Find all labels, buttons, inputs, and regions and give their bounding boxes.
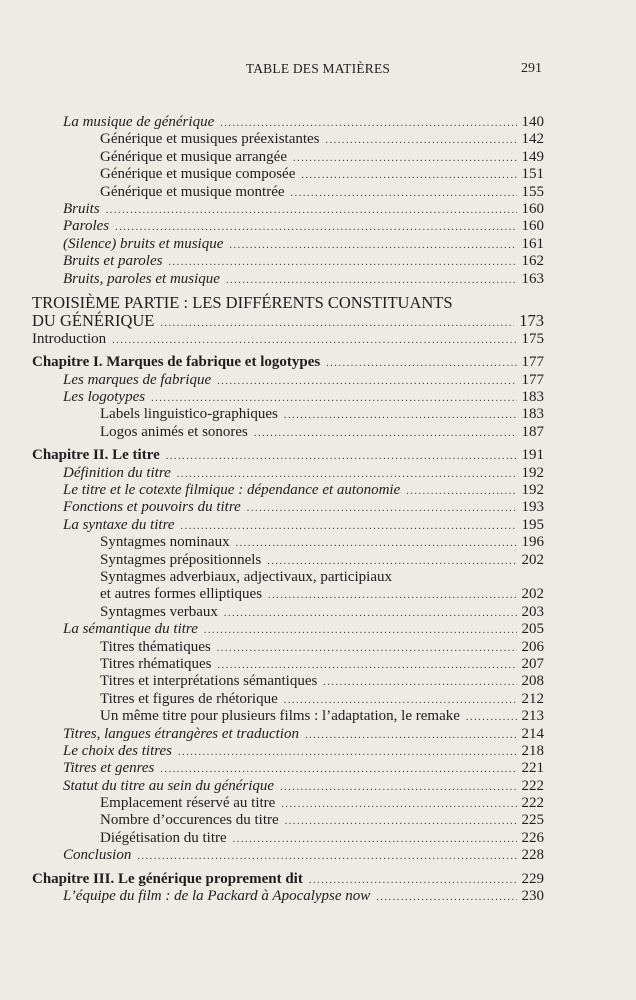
toc-entry <box>32 312 544 331</box>
dot-leader <box>305 727 517 744</box>
toc-entry-page: 207 <box>521 655 544 672</box>
toc-entry <box>32 465 544 482</box>
toc-entry-title: Définition du titre <box>63 464 171 481</box>
toc-entry-page: 177 <box>521 371 544 388</box>
toc-entry-title: Diégétisation du titre <box>100 829 227 846</box>
toc-entry <box>32 552 544 569</box>
toc-entry-title: Générique et musique arrangée <box>100 148 287 165</box>
toc-entry-title: La musique de générique <box>63 114 215 130</box>
toc-entry <box>32 406 544 423</box>
dot-leader <box>326 355 516 372</box>
dot-leader <box>178 744 516 761</box>
dot-leader <box>112 332 516 349</box>
toc-entry <box>32 691 544 708</box>
toc-entry-page: 195 <box>521 516 544 533</box>
toc-entry <box>32 760 544 777</box>
dot-leader <box>326 132 517 149</box>
dot-leader <box>284 692 517 709</box>
toc-entry-title: L’équipe du film : de la Packard à Apocalypse now <box>63 888 371 905</box>
page-header <box>0 61 636 81</box>
toc-entry-page: 175 <box>521 330 544 347</box>
toc-entry-title: Chapitre II. Le titre <box>32 447 160 464</box>
toc-entry-page: 193 <box>521 499 544 516</box>
toc-entry-title: La sémantique du titre <box>63 621 198 638</box>
toc-entry-title: DU GÉNÉRIQUE <box>32 311 155 331</box>
toc-entry <box>32 812 544 829</box>
toc-entry-page: 160 <box>521 200 544 217</box>
toc-entry-title: Chapitre III. Le générique proprement dit <box>32 870 303 887</box>
page-number: 291 <box>521 61 542 76</box>
toc-entry-page: 214 <box>521 725 544 742</box>
toc-entry-title: Nombre d’occurences du titre <box>100 812 279 829</box>
toc-entry-title: Titres rhématiques <box>100 655 212 672</box>
toc-entry-title: Un même titre pour plusieurs films : l’adaptation, le remake <box>100 708 460 725</box>
toc-entry-page: 206 <box>521 638 544 655</box>
dot-leader <box>376 889 516 906</box>
toc-entry-page: 155 <box>521 183 544 200</box>
dot-leader <box>309 872 517 889</box>
toc-entry-page: 230 <box>521 888 544 905</box>
dot-leader <box>284 407 517 424</box>
toc-entry-page: 228 <box>521 847 544 864</box>
toc-entry-page: 221 <box>521 760 544 777</box>
toc-entry <box>32 253 544 270</box>
toc-entry-page: 205 <box>521 621 544 638</box>
dot-leader <box>280 779 516 796</box>
toc-entry-title: Logos animés et sonores <box>100 423 248 440</box>
toc-entry-page: 192 <box>521 482 544 499</box>
toc-entry <box>32 778 544 795</box>
dot-leader <box>160 761 516 778</box>
dot-leader <box>218 657 517 674</box>
dot-leader <box>291 185 517 202</box>
dot-leader <box>323 674 516 691</box>
toc-entry <box>32 743 544 760</box>
dot-leader <box>466 709 517 726</box>
toc-entry-page: 173 <box>519 311 544 331</box>
toc-entry <box>32 447 544 464</box>
toc-entry-page: 208 <box>521 673 544 690</box>
toc-entry-title: Emplacement réservé au titre <box>100 795 276 812</box>
toc-entry-page: 192 <box>521 464 544 481</box>
toc-entry-title: Syntagmes prépositionnels <box>100 551 262 568</box>
toc-entry-page: 225 <box>521 812 544 829</box>
toc-entry-page: 202 <box>521 586 544 603</box>
toc-entry-title: Syntagmes nominaux <box>100 534 230 551</box>
toc-entry-title: Fonctions et pouvoirs du titre <box>63 499 241 516</box>
toc-entry-title: et autres formes elliptiques <box>100 586 263 603</box>
dot-leader <box>233 831 517 848</box>
toc-entry <box>32 586 544 603</box>
dot-leader <box>267 553 516 570</box>
dot-leader <box>301 167 516 184</box>
dot-leader <box>217 373 516 390</box>
toc-entry <box>32 166 544 183</box>
toc-entry-title: Le titre et le cotexte filmique : dépendance et autonomie <box>63 482 401 499</box>
running-title: TABLE DES MATIÈRES <box>245 61 391 76</box>
toc-entry <box>32 569 544 586</box>
dot-leader <box>236 535 517 552</box>
toc-entry <box>32 389 544 406</box>
toc-entry-title: Bruits et paroles <box>63 253 163 270</box>
toc-entry-page: 183 <box>521 406 544 423</box>
toc-entry <box>32 149 544 166</box>
toc-entry-title: Le choix des titres <box>63 742 173 759</box>
toc-entry-title: Chapitre I. Marques de fabrique et logotypes <box>32 354 321 371</box>
dot-leader <box>224 605 517 622</box>
toc-entry <box>32 184 544 201</box>
toc-entry-title: Générique et musique composée <box>100 166 296 183</box>
toc-entry-page: 160 <box>521 218 544 235</box>
toc-entry-page: 183 <box>521 389 544 406</box>
dot-leader <box>177 466 517 483</box>
toc-entry-page: 177 <box>521 354 544 371</box>
dot-leader <box>204 622 517 639</box>
toc-entry-title: Titres, langues étrangères et traduction <box>63 725 299 742</box>
toc-entry-title: TROISIÈME PARTIE : LES DIFFÉRENTS CONSTITUANTS <box>32 292 453 312</box>
toc-entry-title: Titres et interprétations sémantiques <box>100 673 318 690</box>
dot-leader <box>226 272 517 289</box>
toc-entry-page: 196 <box>521 534 544 551</box>
toc-entry-page: 191 <box>521 447 544 464</box>
table-of-contents <box>32 114 544 905</box>
toc-entry <box>32 201 544 218</box>
toc-entry <box>32 424 544 441</box>
toc-entry <box>32 534 544 551</box>
dot-leader <box>268 587 516 604</box>
toc-entry-title: Titres et figures de rhétorique <box>100 690 278 707</box>
dot-leader <box>281 796 516 813</box>
toc-entry-page: 151 <box>521 166 544 183</box>
toc-entry-page: 140 <box>521 114 544 130</box>
toc-entry <box>32 708 544 725</box>
toc-entry-title: La syntaxe du titre <box>63 516 175 533</box>
toc-entry <box>32 830 544 847</box>
toc-entry <box>32 621 544 638</box>
toc-entry-title: Générique et musiques préexistantes <box>100 131 320 148</box>
toc-entry-page: 162 <box>521 253 544 270</box>
toc-entry-page: 161 <box>521 235 544 252</box>
dot-leader <box>247 500 517 517</box>
dot-leader <box>106 202 517 219</box>
toc-entry-page: 149 <box>521 148 544 165</box>
dot-leader <box>293 150 517 167</box>
toc-entry-title: Titres et genres <box>63 760 155 777</box>
toc-entry-title: Syntagmes adverbiaux, adjectivaux, participiaux <box>100 568 392 585</box>
toc-entry-title: Générique et musique montrée <box>100 183 285 200</box>
toc-entry-title: Paroles <box>63 218 110 235</box>
toc-entry-title: Titres thématiques <box>100 638 211 655</box>
toc-entry-page: 163 <box>521 270 544 287</box>
dot-leader <box>151 390 516 407</box>
toc-entry-page: 226 <box>521 829 544 846</box>
dot-leader <box>115 219 516 236</box>
dot-leader <box>181 518 517 535</box>
toc-entry <box>32 271 544 288</box>
toc-entry <box>32 656 544 673</box>
toc-entry <box>32 499 544 516</box>
dot-leader <box>220 115 516 132</box>
toc-entry-title: Conclusion <box>63 847 132 864</box>
toc-entry-title: Les logotypes <box>63 389 146 406</box>
toc-entry <box>32 114 544 131</box>
toc-entry <box>32 131 544 148</box>
toc-entry-title: Les marques de fabrique <box>63 371 212 388</box>
toc-entry-page: 187 <box>521 423 544 440</box>
toc-entry-title: (Silence) bruits et musique <box>63 235 224 252</box>
toc-entry <box>32 888 544 905</box>
dot-leader <box>217 640 517 657</box>
toc-entry <box>32 847 544 864</box>
toc-entry <box>32 294 544 313</box>
dot-leader <box>229 237 516 254</box>
toc-entry-title: Bruits <box>63 200 100 217</box>
toc-entry <box>32 236 544 253</box>
toc-entry <box>32 218 544 235</box>
toc-entry <box>32 517 544 534</box>
toc-entry-page: 213 <box>521 708 544 725</box>
dot-leader <box>285 813 517 830</box>
toc-entry-page: 229 <box>521 870 544 887</box>
toc-entry-title: Bruits, paroles et musique <box>63 270 220 287</box>
toc-entry-page: 222 <box>521 795 544 812</box>
toc-entry <box>32 795 544 812</box>
toc-entry-page: 142 <box>521 131 544 148</box>
toc-entry-page: 203 <box>521 603 544 620</box>
dot-leader <box>406 483 516 500</box>
toc-entry <box>32 639 544 656</box>
toc-entry-page: 222 <box>521 777 544 794</box>
toc-entry <box>32 331 544 348</box>
toc-entry <box>32 604 544 621</box>
toc-entry-page: 218 <box>521 742 544 759</box>
toc-entry-title: Labels linguistico-graphiques <box>100 406 278 423</box>
dot-leader <box>166 448 517 465</box>
toc-entry <box>32 354 544 371</box>
toc-entry <box>32 726 544 743</box>
toc-entry <box>32 372 544 389</box>
toc-entry <box>32 871 544 888</box>
toc-entry-title: Statut du titre au sein du générique <box>63 777 275 794</box>
dot-leader <box>254 425 517 442</box>
toc-entry-page: 202 <box>521 551 544 568</box>
toc-entry <box>32 482 544 499</box>
toc-entry-page: 212 <box>521 690 544 707</box>
toc-entry-title: Introduction <box>32 330 107 347</box>
toc-entry-title: Syntagmes verbaux <box>100 603 218 620</box>
dot-leader <box>137 848 516 865</box>
toc-entry <box>32 673 544 690</box>
dot-leader <box>168 254 516 271</box>
